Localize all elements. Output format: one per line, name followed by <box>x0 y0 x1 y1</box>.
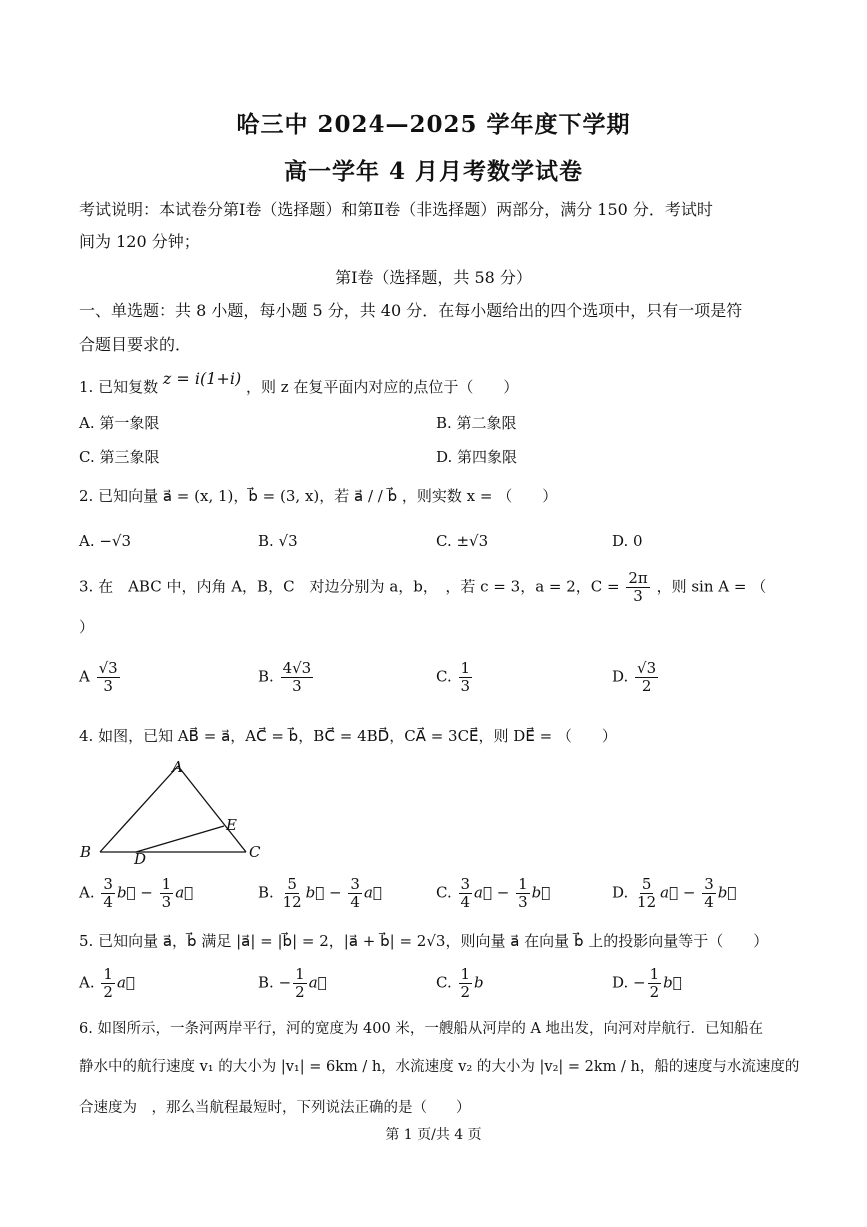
vector-term: b <box>474 973 484 992</box>
q5-option-c <box>436 966 484 1001</box>
q3-option-c <box>436 660 474 695</box>
q1-option-d: D. 第四象限 <box>436 448 518 466</box>
fraction-numerator: 1 <box>161 875 172 893</box>
segment-de <box>136 826 224 852</box>
fraction-numerator: 3 <box>460 875 471 893</box>
q2-option-b: B. √3 <box>258 532 298 550</box>
option-fraction <box>97 660 120 695</box>
q2-option-a: A. −√3 <box>79 532 132 550</box>
label-e: E <box>226 816 237 834</box>
label-d: D <box>134 850 147 866</box>
fraction-numerator: 2π <box>628 569 648 587</box>
minus-sign: − <box>278 973 292 992</box>
option-label: D. <box>612 667 629 686</box>
q3-stem-tail: ，则 sin A = （ <box>656 577 767 596</box>
option-fraction <box>281 876 304 911</box>
option-fraction <box>101 876 115 911</box>
fraction-numerator: 5 <box>287 875 297 893</box>
fraction-denominator: 3 <box>103 677 113 695</box>
fraction-denominator: 2 <box>649 983 660 1001</box>
q1-option-b: B. 第二象限 <box>436 414 517 432</box>
section-desc-line2: 合题目要求的． <box>79 335 192 354</box>
q4-option-c <box>436 876 550 911</box>
fraction-denominator: 3 <box>633 587 643 605</box>
vector-term: a⃗ − <box>474 883 510 902</box>
fraction-denominator: 3 <box>460 677 471 695</box>
q5-stem: 5. 已知向量 a⃗，b⃗ 满足 |a⃗| = |b⃗| = 2，|a⃗ + b⃗| = 2√3，则向量 a⃗ 在向量 b⃗ 上的投影向量等于（ ） <box>79 932 769 950</box>
q6-line1: 6. 如图所示，一条河两岸平行，河的宽度为 400 米，一艘船从河岸的 A 地出发，向河对岸航行．已知船在 <box>79 1021 764 1037</box>
fraction-numerator: 1 <box>460 965 471 983</box>
fraction-numerator: 1 <box>649 965 660 983</box>
q3-option-d <box>612 660 660 695</box>
q6-line2: 静水中的航行速度 v₁ 的大小为 |v₁| = 6km / h，水流速度 v₂ 的大小为 |v₂| = 2km / h，船的速度与水流速度的 <box>79 1059 800 1075</box>
fraction-numerator: 4√3 <box>282 659 312 677</box>
option-fraction <box>293 966 307 1001</box>
exam-title-line2: 高一学年 4 月月考数学试卷 <box>283 158 584 185</box>
fraction-denominator: 2 <box>641 677 652 695</box>
q3-stem <box>79 570 766 605</box>
option-fraction <box>635 876 658 911</box>
fraction-numerator: √3 <box>98 659 118 677</box>
q1-stem-tail: ，则 z 在复平面内对应的点位于（ ） <box>245 378 519 396</box>
triangle-figure <box>76 756 272 866</box>
exam-title-line1: 哈三中 2024—2025 学年度下学期 <box>236 111 631 138</box>
q6-line3: 合速度为 ，那么当航程最短时，下列说法正确的是（ ） <box>79 1100 471 1116</box>
q5-option-b <box>258 966 327 1001</box>
option-fraction <box>459 876 473 911</box>
option-fraction <box>635 660 658 695</box>
option-label: A <box>79 667 90 686</box>
fraction-denominator: 3 <box>161 893 172 911</box>
vector-term: a⃗ <box>175 883 194 902</box>
vector-term: a⃗ <box>116 973 135 992</box>
option-fraction <box>348 876 362 911</box>
minus-sign: − <box>633 973 646 992</box>
q1-option-a: A. 第一象限 <box>79 414 160 432</box>
option-label: D. <box>612 973 629 992</box>
vector-term: b⃗ − <box>305 883 342 902</box>
label-a: A <box>172 758 183 776</box>
fraction-denominator: 4 <box>460 893 471 911</box>
fraction-numerator: 3 <box>350 875 360 893</box>
fraction-denominator: 4 <box>704 893 714 911</box>
vector-term: a⃗ <box>363 883 382 902</box>
edge-ba <box>100 766 178 852</box>
fraction-denominator: 4 <box>103 893 113 911</box>
option-fraction <box>516 876 530 911</box>
option-label: C. <box>436 883 452 902</box>
fraction-numerator: 5 <box>641 875 652 893</box>
fraction-numerator: 3 <box>103 875 113 893</box>
q1-stem-text: 1. 已知复数 <box>79 378 159 396</box>
page-footer: 第 1 页/共 4 页 <box>385 1127 482 1143</box>
fraction-numerator: 1 <box>518 875 528 893</box>
label-b: B <box>80 843 92 861</box>
fraction-denominator: 12 <box>282 893 302 911</box>
vector-term: b⃗ <box>531 883 551 902</box>
q3-option-a <box>79 660 122 695</box>
option-label: A. <box>79 883 95 902</box>
fraction-numerator: 1 <box>460 659 471 677</box>
q4-stem: 4. 如图，已知 AB⃗ = a⃗，AC⃗ = b⃗，BC⃗ = 4BD⃗，CA⃗ = 3CE⃗，则 DE⃗ = （ ） <box>79 727 617 745</box>
vector-term: b⃗ <box>663 973 682 992</box>
q5-option-a <box>79 966 135 1001</box>
option-fraction <box>702 876 716 911</box>
edge-ac <box>178 766 246 852</box>
vector-term: b⃗ − <box>116 883 153 902</box>
q3-option-b <box>258 660 315 695</box>
q2-option-c: C. ±√3 <box>436 532 489 550</box>
fraction-denominator: 2 <box>295 983 305 1001</box>
vector-term: a⃗ <box>308 973 327 992</box>
fraction-numerator: √3 <box>637 659 657 677</box>
q1-option-c: C. 第三象限 <box>79 448 160 466</box>
q5-option-d <box>612 966 682 1001</box>
fraction-numerator: 1 <box>295 965 305 983</box>
instructions-line1: 考试说明：本试卷分第Ⅰ卷（选择题）和第Ⅱ卷（非选择题）两部分，满分 150 分．考试时 <box>79 200 713 219</box>
option-fraction <box>160 876 174 911</box>
vector-term: a⃗ − <box>660 883 696 902</box>
section-desc-line1: 一、单选题：共 8 小题，每小题 5 分，共 40 分．在每小题给出的四个选项中，只有一项是符 <box>79 301 743 320</box>
q1-expression: z = i(1+i) <box>162 369 242 388</box>
q3-stem-close: ） <box>79 618 95 636</box>
q1-stem <box>79 369 519 397</box>
q4-option-d <box>612 876 736 911</box>
q3-angle-fraction <box>626 570 649 605</box>
option-fraction <box>648 966 662 1001</box>
fraction-denominator: 12 <box>637 893 657 911</box>
fraction-numerator: 3 <box>704 875 714 893</box>
option-fraction <box>459 660 473 695</box>
option-label: B. <box>258 973 274 992</box>
option-label: B. <box>258 667 274 686</box>
option-label: A. <box>79 973 95 992</box>
option-fraction <box>281 660 314 695</box>
q3-stem-text: 3. 在 ABC 中，内角 A，B，C 对边分别为 a，b， ，若 c = 3，a = 2，C = <box>79 577 625 596</box>
q2-option-d: D. 0 <box>612 532 643 550</box>
label-c: C <box>249 843 261 861</box>
option-fraction <box>459 966 473 1001</box>
option-label: C. <box>436 973 452 992</box>
option-label: B. <box>258 883 274 902</box>
option-label: C. <box>436 667 452 686</box>
fraction-denominator: 3 <box>292 677 302 695</box>
vector-term: b⃗ <box>717 883 737 902</box>
fraction-denominator: 2 <box>460 983 471 1001</box>
fraction-denominator: 3 <box>518 893 528 911</box>
q4-option-b <box>258 876 382 911</box>
q4-option-a <box>79 876 193 911</box>
option-fraction <box>101 966 115 1001</box>
fraction-denominator: 4 <box>350 893 360 911</box>
section-heading: 第Ⅰ卷（选择题，共 58 分） <box>335 268 532 287</box>
option-label: D. <box>612 883 629 902</box>
fraction-numerator: 1 <box>103 965 113 983</box>
instructions-line2: 间为 120 分钟； <box>79 232 200 251</box>
q2-stem: 2. 已知向量 a⃗ = (x, 1)，b⃗ = (3, x)，若 a⃗ / / b⃗ ，则实数 x = （ ） <box>79 487 558 505</box>
fraction-denominator: 2 <box>103 983 113 1001</box>
